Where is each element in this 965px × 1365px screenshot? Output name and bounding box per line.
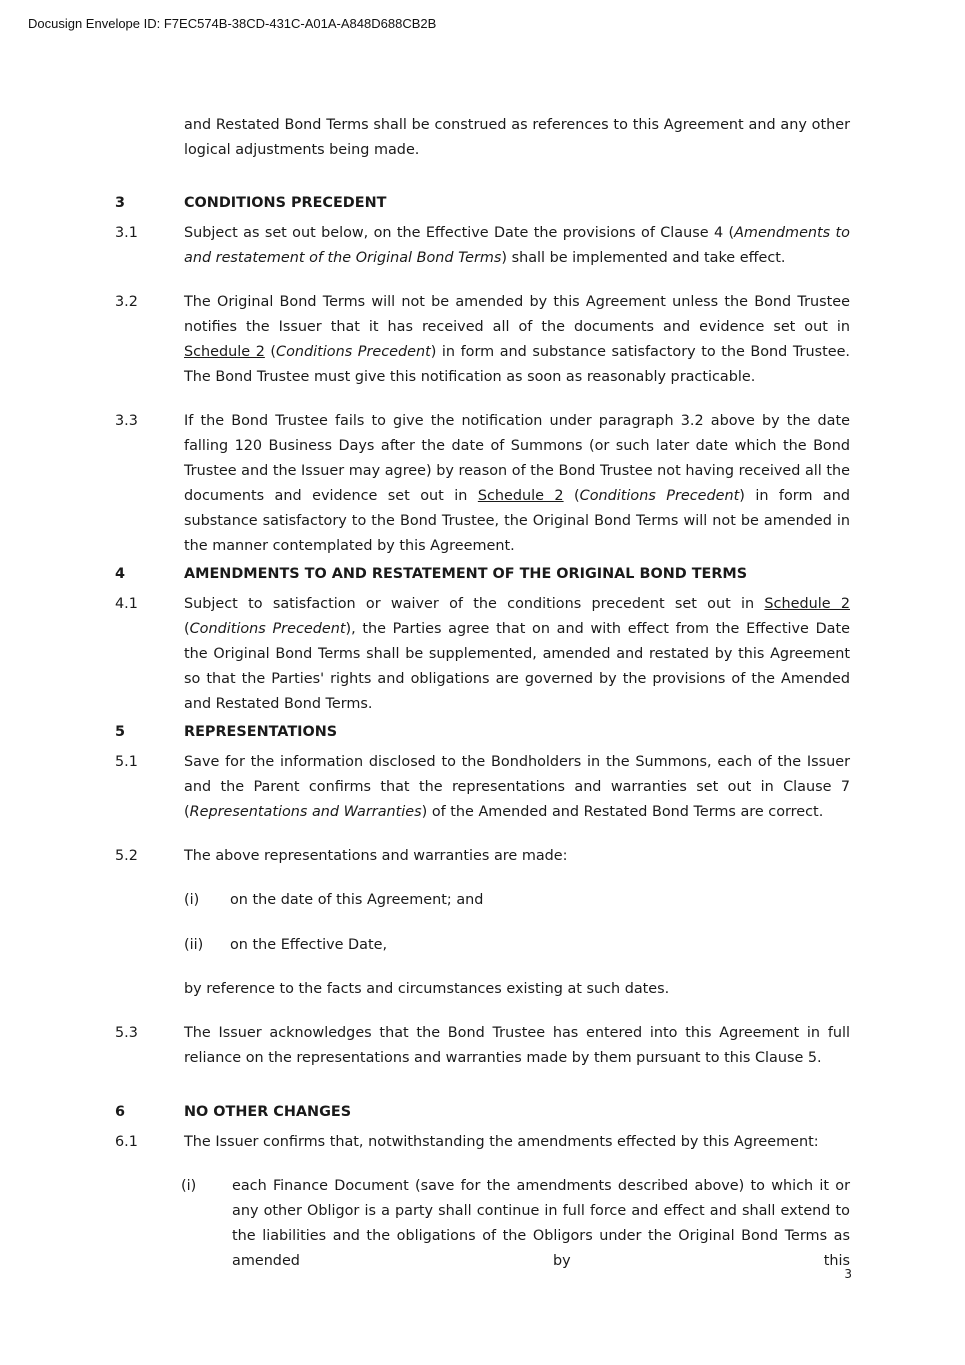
list-item-text: each Finance Document (save for the amendments described above) to which it or any other Obligor is a party shall continue in full force and effect and shall extend to the liabilities and the obligations of the Obligors under the Original Bond Terms as amended by this [232, 1178, 850, 1269]
clause-number: 5.3 [115, 1025, 138, 1041]
list-item-label: (ii) [184, 937, 204, 953]
section-heading: NO OTHER CHANGES [184, 1104, 352, 1120]
list-item-label: (i) [181, 1178, 197, 1194]
continuation-paragraph: and Restated Bond Terms shall be construed as references to this Agreement and any other logical adjustments being made. [184, 117, 850, 158]
clause-continuation: by reference to the facts and circumstances existing at such dates. [184, 981, 670, 997]
section-number: 4 [115, 566, 126, 582]
clause-number: 6.1 [115, 1134, 138, 1150]
clause-text: If the Bond Trustee fails to give the notification under paragraph 3.2 above by the date falling 120 Business Days after the date of Summons (or such later date which the Bond Trustee and the Issuer may agree) by reason of the Bond Trustee not having received all the documents and evidence set out in Schedule 2 (Conditions Precedent) in form and substance satisfactory to the Bond Trustee, the Original Bond Terms will not be amended in the manner contemplated by this Agreement. [184, 413, 850, 554]
clause-number: 4.1 [115, 596, 138, 612]
page-number: 3 [844, 1267, 852, 1281]
clause-text: The Issuer confirms that, notwithstanding the amendments effected by this Agreement: [184, 1134, 819, 1150]
list-item-text: on the Effective Date, [230, 937, 388, 953]
schedule-reference: Schedule 2 [764, 596, 850, 612]
section-number: 3 [115, 195, 126, 211]
clause-text: The Issuer acknowledges that the Bond Trustee has entered into this Agreement in full reliance on the representations and warranties made by them pursuant to this Clause 5. [184, 1025, 850, 1066]
clause-number: 3.3 [115, 413, 138, 429]
section-number: 6 [115, 1104, 126, 1120]
clause-number: 5.2 [115, 848, 138, 864]
clause-text: Subject as set out below, on the Effective Date the provisions of Clause 4 (Amendments to and restatement of the Original Bond Terms) shall be implemented and take effect. [184, 225, 850, 266]
clause-number: 5.1 [115, 754, 138, 770]
section-heading: REPRESENTATIONS [184, 724, 338, 740]
clause-text: Subject to satisfaction or waiver of the conditions precedent set out in Schedule 2 (Conditions Precedent), the Parties agree that on and with effect from the Effective Date the Original Bond Terms shall be supplemented, amended and restated by this Agreement so that the Parties' rights and obligations are governed by the provisions of the Amended and Restated Bond Terms. [184, 596, 850, 712]
section-number: 5 [115, 724, 126, 740]
clause-number: 3.1 [115, 225, 138, 241]
clause-text: Save for the information disclosed to the Bondholders in the Summons, each of the Issuer and the Parent confirms that the representations and warranties set out in Clause 7 (Representations and Warranties) of the Amended and Restated Bond Terms are correct. [184, 754, 850, 820]
section-heading: CONDITIONS PRECEDENT [184, 195, 387, 211]
list-item-text: on the date of this Agreement; and [230, 892, 484, 908]
clause-number: 3.2 [115, 294, 138, 310]
envelope-id: Docusign Envelope ID: F7EC574B-38CD-431C-A01A-A848D688CB2B [28, 16, 437, 31]
schedule-reference: Schedule 2 [477, 488, 564, 504]
list-item-label: (i) [184, 892, 200, 908]
clause-text: The Original Bond Terms will not be amended by this Agreement unless the Bond Trustee notifies the Issuer that it has received all of the documents and evidence set out in Schedule 2 (Conditions Precedent) in form and substance satisfactory to the Bond Trustee. The Bond Trustee must give this notification as soon as reasonably practicable. [184, 294, 851, 385]
clause-text: The above representations and warranties are made: [184, 848, 568, 864]
schedule-reference: Schedule 2 [184, 344, 265, 360]
section-heading: AMENDMENTS TO AND RESTATEMENT OF THE ORIGINAL BOND TERMS [184, 566, 748, 582]
